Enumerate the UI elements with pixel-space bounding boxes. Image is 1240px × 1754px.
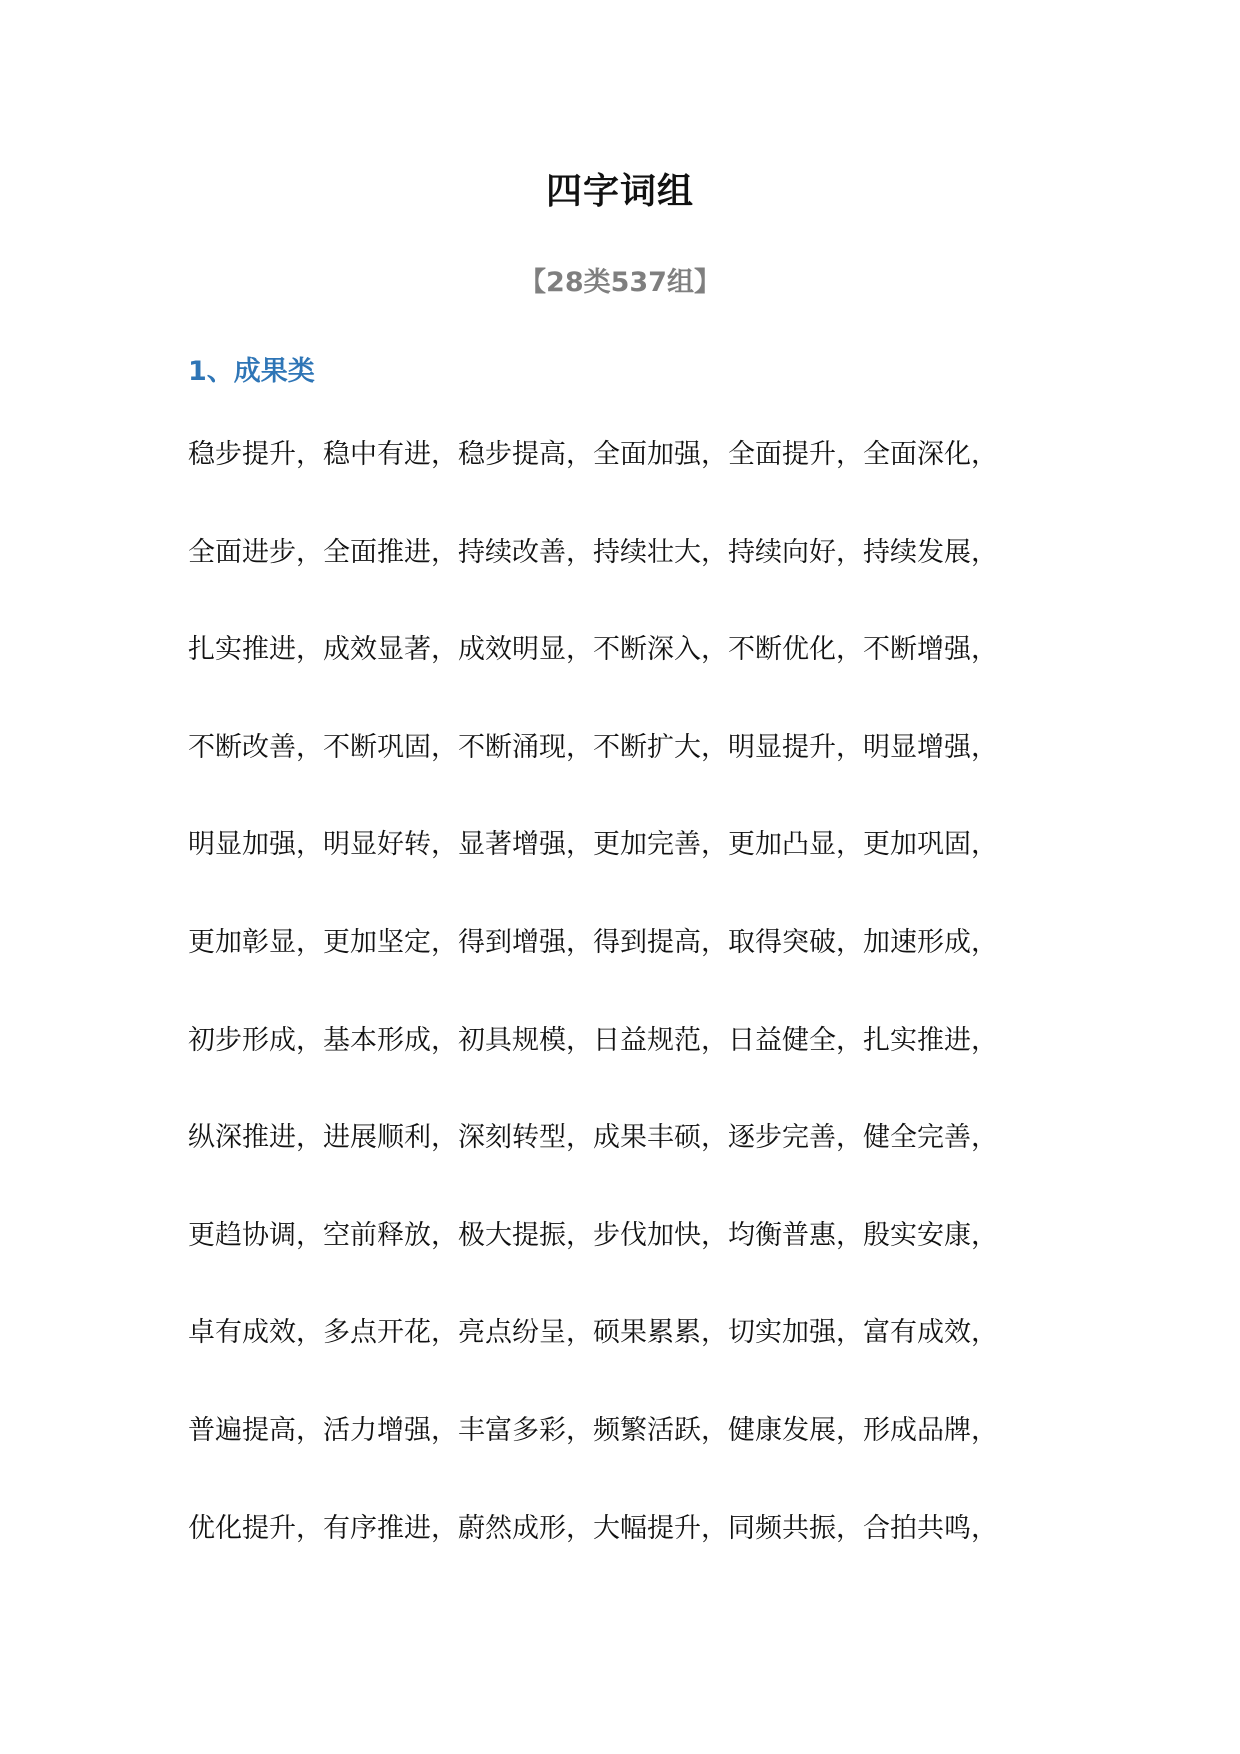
body-line: 更趋协调，空前释放，极大提振，步伐加快，均衡普惠，殷实安康，: [188, 1219, 998, 1251]
page-subtitle: 【28类537组】: [519, 267, 721, 298]
page-title: 四字词组: [545, 171, 694, 212]
body-line: 不断改善，不断巩固，不断涌现，不断扩大，明显提升，明显增强，: [188, 731, 998, 763]
body-line: 全面进步，全面推进，持续改善，持续壮大，持续向好，持续发展，: [188, 536, 998, 568]
section-body: [188, 438, 1088, 1609]
section-heading: 1、成果类: [188, 356, 315, 387]
body-line: 纵深推进，进展顺利，深刻转型，成果丰硕，逐步完善，健全完善，: [188, 1122, 998, 1154]
body-line: 初步形成，基本形成，初具规模，日益规范，日益健全，扎实推进，: [188, 1024, 998, 1056]
body-line: 卓有成效，多点开花，亮点纷呈，硕果累累，切实加强，富有成效，: [188, 1317, 998, 1349]
body-line: 明显加强，明显好转，显著增强，更加完善，更加凸显，更加巩固，: [188, 829, 998, 861]
body-line: 扎实推进，成效显著，成效明显，不断深入，不断优化，不断增强，: [188, 634, 998, 666]
body-line: 优化提升，有序推进，蔚然成形，大幅提升，同频共振，合拍共鸣，: [188, 1512, 998, 1544]
body-line: 稳步提升，稳中有进，稳步提高，全面加强，全面提升，全面深化，: [188, 439, 998, 470]
body-line: 普遍提高，活力增强，丰富多彩，频繁活跃，健康发展，形成品牌，: [188, 1414, 998, 1446]
body-line: 更加彰显，更加坚定，得到增强，得到提高，取得突破，加速形成，: [188, 926, 998, 958]
